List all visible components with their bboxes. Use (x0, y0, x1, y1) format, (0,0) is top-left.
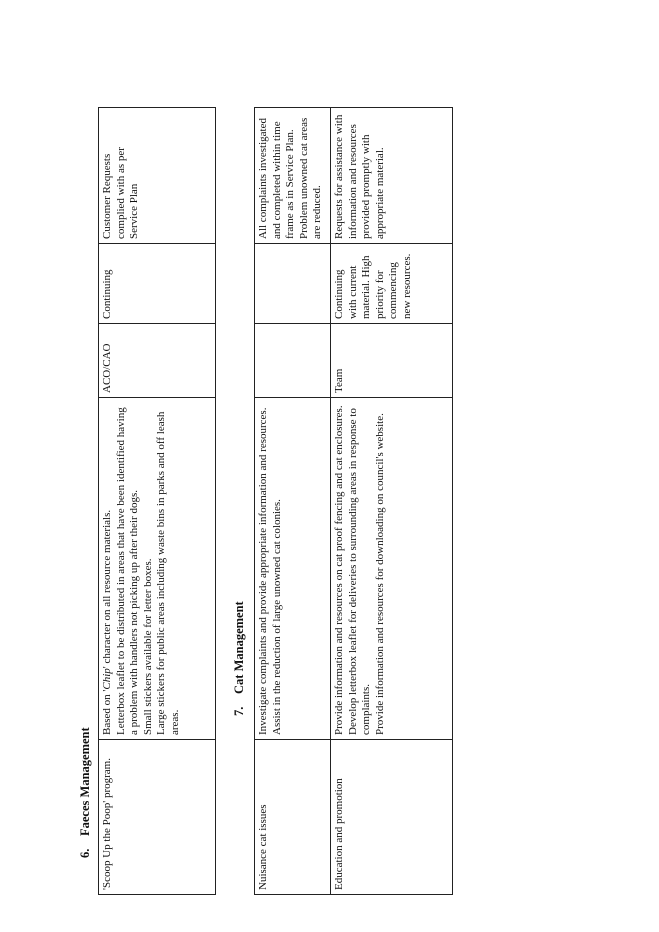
section-7-heading (232, 601, 247, 716)
cat-management-table (254, 107, 453, 895)
section-6-title: Faeces Management (78, 727, 92, 836)
action-item: Letterbox leaflet to be distributed in areas that have been identified having a problem with handlers not picking up after their dogs. (114, 407, 140, 735)
action-item: Develop letterbox leaflet for deliveries to surrounding areas in response to complaints. (346, 408, 372, 735)
timeframe-cell: Continuing with current material. High priority for commencing new resources. (331, 244, 453, 324)
outcome-cell: Customer Requests complied with as per Service Plan (99, 108, 216, 244)
outcome-cell: All complaints investigated and completed within time frame as in Service Plan. Problem unowned cat areas are reduced. (255, 108, 331, 244)
activity-cell: Nuisance cat issues (255, 740, 331, 895)
responsibility-cell: Team (331, 324, 453, 398)
action-item: Small stickers available for letter boxes. (141, 558, 154, 735)
responsibility-cell (255, 324, 331, 398)
section-6-heading (78, 727, 93, 858)
action-item: Provide information and resources for downloading on council's website. (373, 413, 386, 735)
responsibility-cell: ACO/CAO (99, 324, 216, 398)
activity-cell: Education and promotion (331, 740, 453, 895)
table-row (99, 108, 216, 895)
section-6-number: 6. (78, 848, 92, 858)
action-item: Large stickers for public areas including waste bins in parks and off leash areas. (155, 411, 181, 735)
action-item: Assist in the reduction of large unowned cat colonies. (270, 499, 283, 735)
action-item: Based on 'Chip' character on all resource materials. (101, 509, 113, 735)
table-row (255, 108, 331, 895)
activity-cell: 'Scoop Up the Poop' program. (99, 740, 216, 895)
chip-name: Chip (101, 668, 113, 690)
actions-cell (99, 398, 216, 740)
actions-cell (331, 398, 453, 740)
timeframe-cell: Continuing (99, 244, 216, 324)
faeces-management-table (98, 107, 216, 895)
action-item: Investigate complaints and provide appropriate information and resources. (257, 407, 269, 735)
outcome-cell: Requests for assistance with information and resources provided promptly with appropriate material. (331, 108, 453, 244)
section-7-title: Cat Management (232, 601, 246, 694)
table-row (331, 108, 453, 895)
timeframe-cell (255, 244, 331, 324)
section-7-number: 7. (232, 706, 246, 716)
actions-cell (255, 398, 331, 740)
action-item: Provide information and resources on cat proof fencing and cat enclosures. (333, 405, 345, 735)
